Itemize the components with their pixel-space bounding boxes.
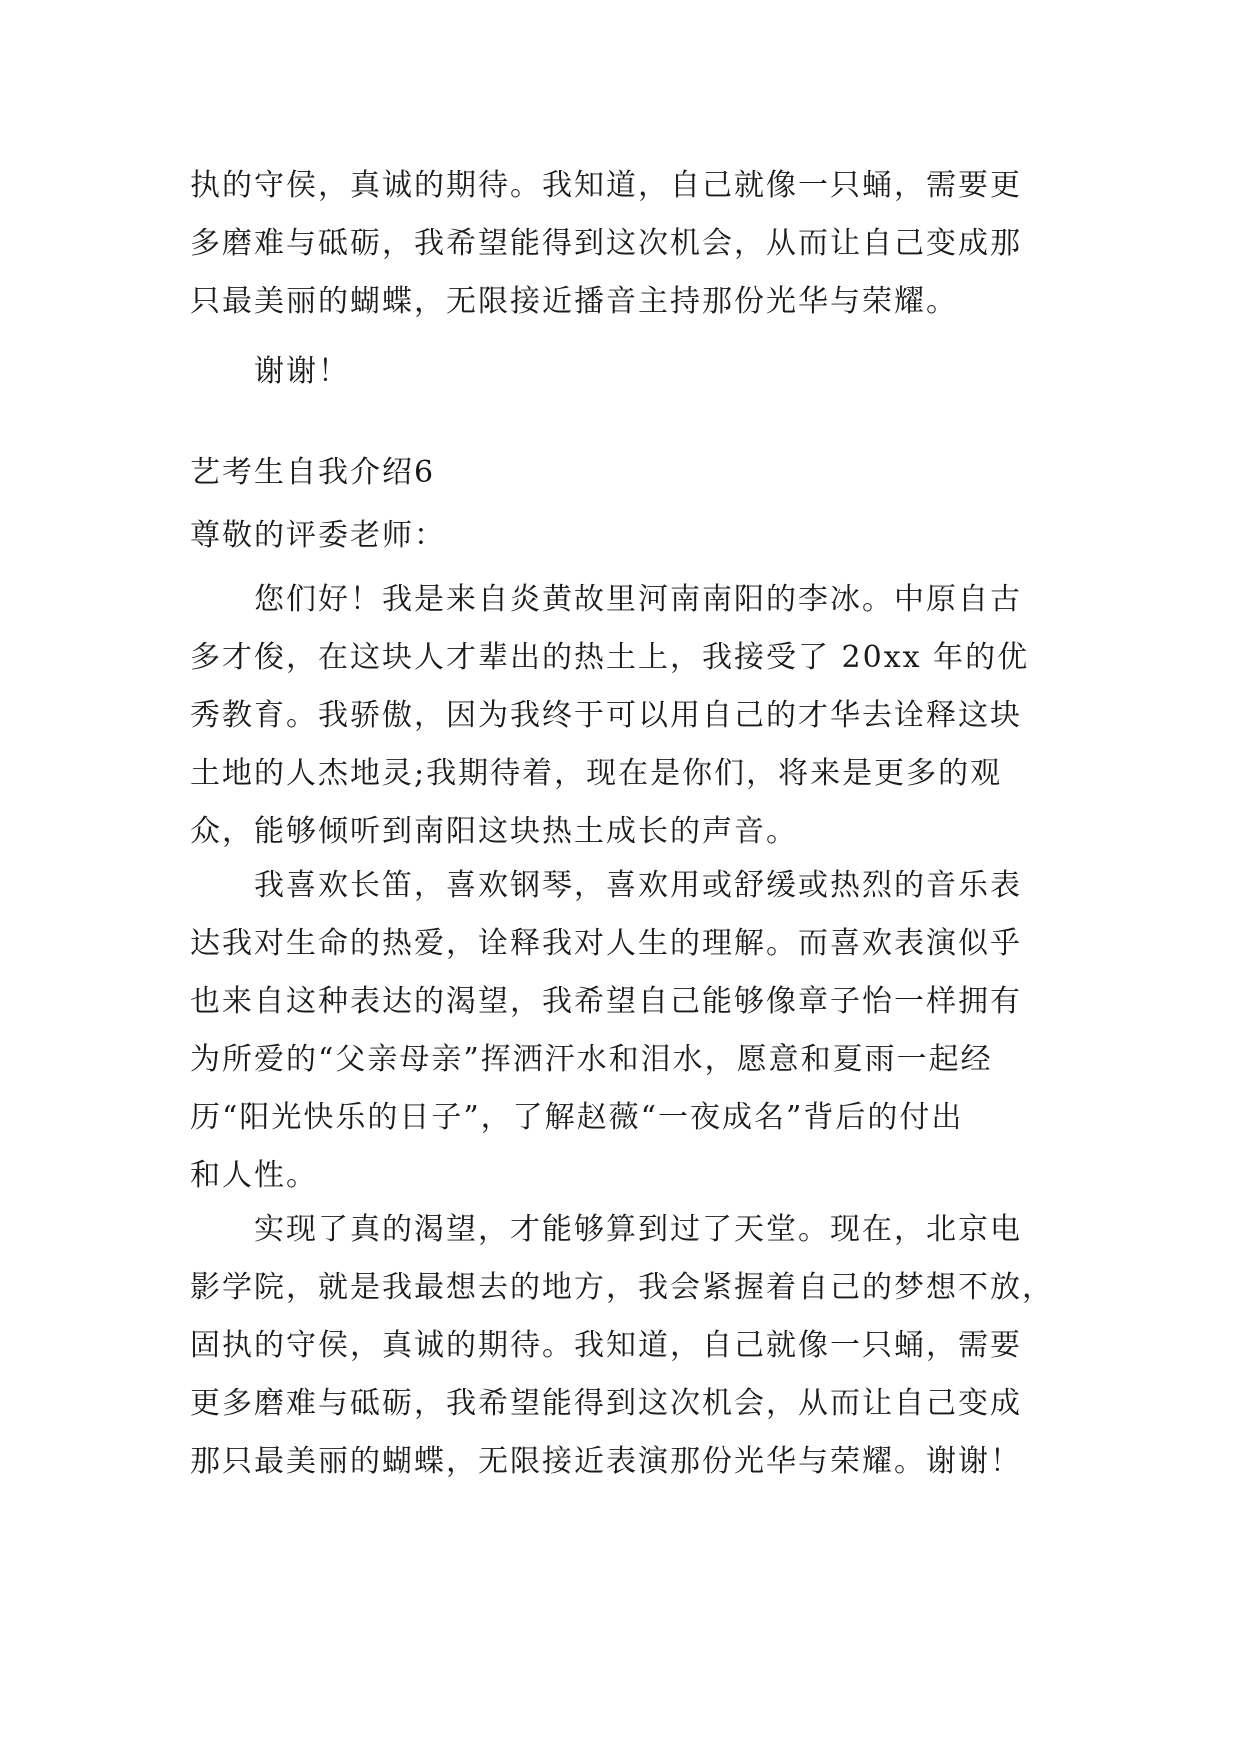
paragraph-2 (190, 857, 1050, 1205)
paragraph-1 (190, 571, 1050, 861)
text-line: 土地的人杰地灵;我期待着，现在是你们，将来是更多的观 (190, 756, 1003, 791)
text-line: 那只最美丽的蝴蝶，无限接近表演那份光华与荣耀。谢谢！ (190, 1444, 1022, 1479)
text-line: 固执的守侯，真诚的期待。我知道，自己就像一只蛹，需要 (190, 1328, 1022, 1363)
text-line: 和人性。 (190, 1158, 318, 1193)
text-line: 实现了真的渴望，才能够算到过了天堂。现在，北京电 (254, 1212, 1022, 1247)
text-line: 历“阳光快乐的日子”，了解赵薇“一夜成名”背后的付出 (190, 1100, 964, 1135)
section-heading (190, 448, 1050, 498)
text-line: 也来自这种表达的渴望，我希望自己能够像章子怡一样拥有 (190, 984, 1022, 1019)
salutation-line: 尊敬的评委老师： (190, 518, 446, 553)
previous-section-continuation (190, 157, 1050, 331)
paragraph-3 (190, 1201, 1054, 1491)
salutation (190, 507, 1050, 565)
text-line: 您们好！我是来自炎黄故里河南南阳的李冰。中原自古 (254, 582, 1022, 617)
text-line: 更多磨难与砥砺，我希望能得到这次机会，从而让自己变成 (190, 1386, 1022, 1421)
text-line: 秀教育。我骄傲，因为我终于可以用自己的才华去诠释这块 (190, 698, 1022, 733)
previous-section-thanks (190, 343, 1050, 401)
text-line: 众，能够倾听到南阳这块热土成长的声音。 (190, 814, 798, 849)
text-line: 执的守侯，真诚的期待。我知道，自己就像一只蛹，需要更 (190, 168, 1022, 203)
text-line: 多磨难与砥砺，我希望能得到这次机会，从而让自己变成那 (190, 226, 1022, 261)
section-title: 艺考生自我介绍6 (190, 455, 436, 490)
text-line: 我喜欢长笛，喜欢钢琴，喜欢用或舒缓或热烈的音乐表 (254, 868, 1022, 903)
thanks-line: 谢谢！ (254, 354, 350, 389)
text-line: 多才俊，在这块人才辈出的热土上，我接受了 20xx 年的优 (190, 640, 1030, 675)
text-line: 影学院，就是我最想去的地方，我会紧握着自己的梦想不放， (190, 1270, 1054, 1305)
text-line: 为所爱的“父亲母亲”挥洒汗水和泪水，愿意和夏雨一起经 (190, 1042, 993, 1077)
text-line: 达我对生命的热爱，诠释我对人生的理解。而喜欢表演似乎 (190, 926, 1022, 961)
text-line: 只最美丽的蝴蝶，无限接近播音主持那份光华与荣耀。 (190, 284, 958, 319)
